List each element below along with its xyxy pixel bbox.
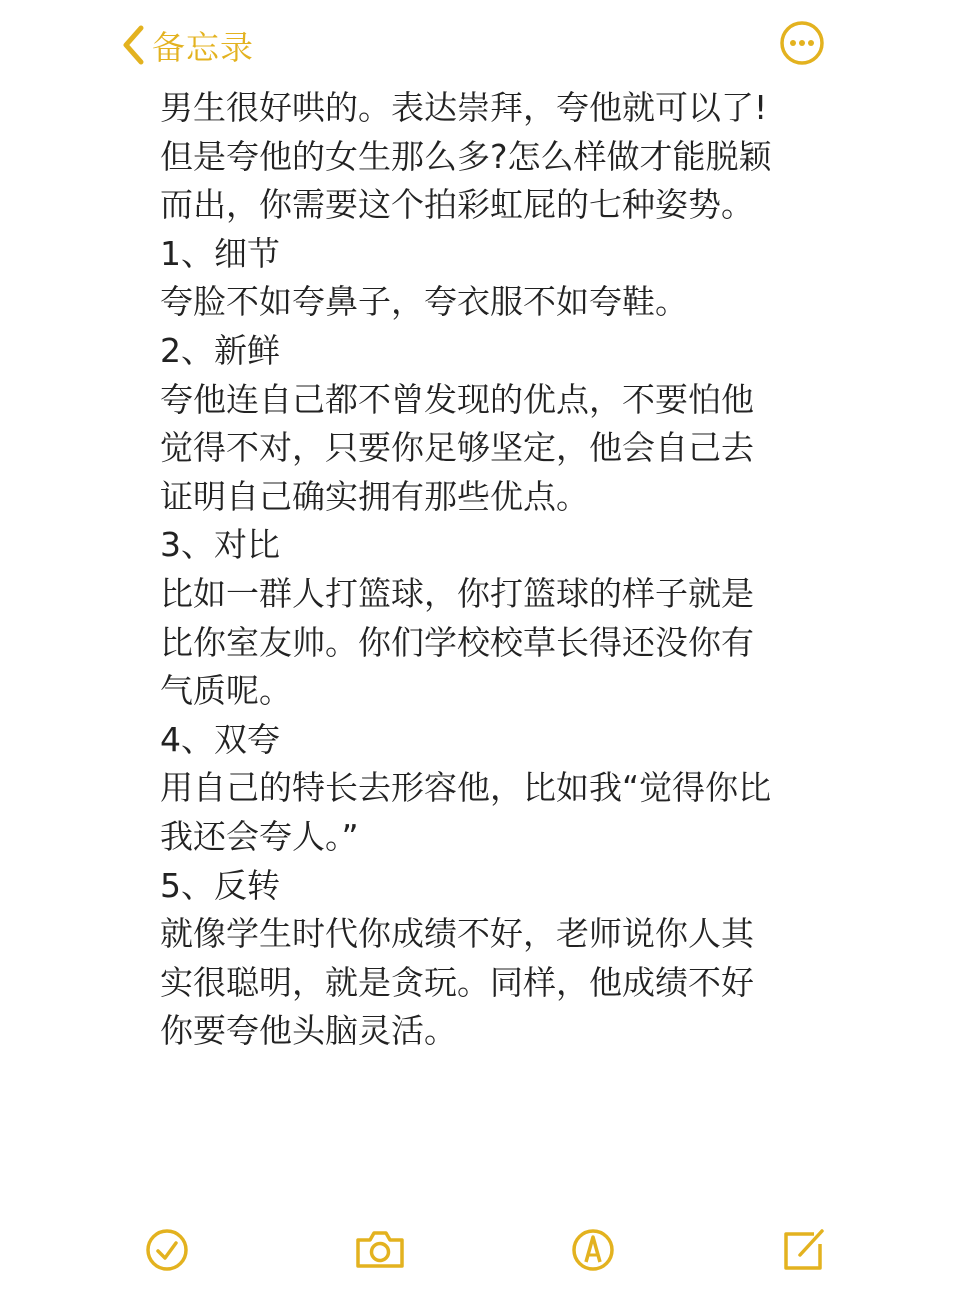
note-line: 我还会夸人。”	[160, 816, 359, 856]
more-options-button[interactable]	[779, 20, 825, 66]
note-heading: 4、双夸	[160, 719, 280, 759]
compose-button[interactable]	[776, 1220, 836, 1280]
note-line: 你要夸他头脑灵活。	[160, 1011, 457, 1051]
note-line: 比如一群人打篮球，你打篮球的样子就是	[160, 573, 754, 613]
camera-icon	[350, 1220, 410, 1280]
ellipsis-circle-icon	[779, 51, 825, 70]
camera-button[interactable]	[350, 1220, 410, 1280]
note-heading: 2、新鲜	[160, 330, 280, 370]
bottom-toolbar	[0, 1220, 970, 1282]
checklist-button[interactable]	[137, 1220, 197, 1280]
navigation-bar	[0, 0, 970, 90]
note-line: 但是夸他的女生那么多?怎么样做才能脱颖	[160, 136, 772, 176]
note-line: 实很聪明，就是贪玩。同样，他成绩不好	[160, 962, 754, 1002]
note-line: 用自己的特长去形容他，比如我“觉得你比	[160, 768, 772, 808]
note-line: 男生很好哄的。表达崇拜，夸他就可以了!	[160, 88, 768, 127]
checklist-icon	[137, 1220, 197, 1280]
back-button[interactable]	[120, 20, 254, 70]
note-line: 而出，你需要这个拍彩虹屁的七种姿势。	[160, 185, 754, 225]
note-text-area[interactable]	[160, 84, 820, 1056]
note-line: 证明自己确实拥有那些优点。	[160, 476, 589, 516]
note-line: 夸脸不如夸鼻子，夸衣服不如夸鞋。	[160, 282, 688, 322]
back-label: 备忘录	[152, 27, 254, 67]
note-line: 气质呢。	[160, 671, 292, 711]
note-heading: 1、细节	[160, 233, 280, 273]
note-line: 就像学生时代你成绩不好，老师说你人其	[160, 914, 754, 954]
note-line: 觉得不对，只要你足够坚定，他会自己去	[160, 428, 754, 468]
chevron-left-icon	[120, 23, 146, 67]
compose-icon	[776, 1220, 836, 1280]
note-heading: 5、反转	[160, 865, 280, 905]
note-line: 比你室友帅。你们学校校草长得还没你有	[160, 622, 754, 662]
note-line: 夸他连自己都不曾发现的优点，不要怕他	[160, 379, 754, 419]
markup-button[interactable]	[563, 1220, 623, 1280]
markup-pen-icon	[563, 1220, 623, 1280]
note-heading: 3、对比	[160, 525, 280, 565]
